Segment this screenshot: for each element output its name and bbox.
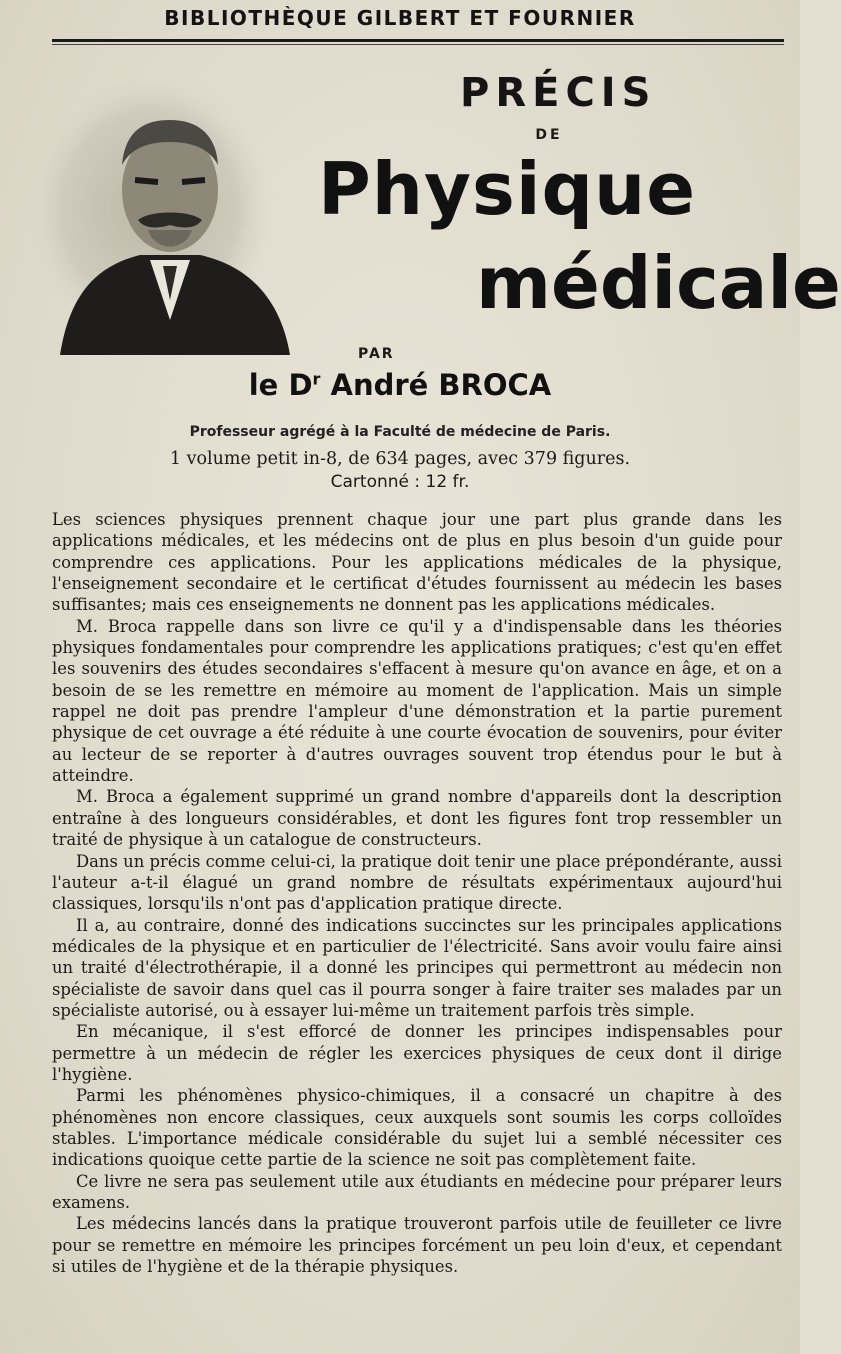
title-physique: Physique (318, 147, 697, 231)
author-prefix-sup: r (312, 369, 321, 389)
description-body (52, 509, 782, 1277)
title-par: PAR (358, 346, 395, 362)
header-rule (52, 39, 784, 42)
header-rule-thin (52, 44, 784, 45)
author-name: André BROCA (330, 368, 552, 402)
author-line (0, 368, 800, 402)
paragraph: Les médecins lancés dans la pratique trouveront parfois utile de feuilleter ce livre pour se remettre en mémoire les principes forcément un peu loin d'eux, et cependant si utiles de l'hygiène et de la thérapie physiques. (52, 1214, 782, 1277)
author-prefix: le D (248, 368, 313, 402)
title-medicale: médicale (476, 241, 841, 325)
title-de: DE (535, 127, 563, 143)
paragraph: M. Broca a également supprimé un grand nombre d'appareils dont la description entraîne à des longueurs considérables, et dont les figures font trop ressembler un traité de physique à un catalogue de constructeurs. (52, 787, 782, 850)
publisher-header: BIBLIOTHÈQUE GILBERT ET FOURNIER (164, 6, 636, 30)
author-portrait (30, 70, 320, 360)
paragraph: Il a, au contraire, donné des indications succinctes sur les principales applications médicales de la physique et en particulier de l'électricité. Sans avoir voulu faire ainsi un traité d'électrothérapie, il a donné les principes qui permettront au médecin non spécialiste de savoir dans quel cas il pourra songer à faire traiter ses malades par un spécialiste autorisé, ou à essayer lui-même un traitement parfois très simple. (52, 915, 782, 1020)
title-precis: PRÉCIS (460, 70, 657, 116)
paragraph: Parmi les phénomènes physico-chimiques, il a consacré un chapitre à des phénomènes non encore classiques, ceux auxquels sont soumis les corps colloïdes stables. L'importance médicale considérable du sujet lui a semblé nécessiter ces indications quoique cette partie de la science ne soit pas complètement faite. (52, 1086, 782, 1170)
paragraph: M. Broca rappelle dans son livre ce qu'il y a d'indispensable dans les théories physiques fondamentales pour comprendre les applications pratiques; c'est qu'en effet les souvenirs des études secondaires s'effacent à mesure qu'on avance en âge, et on a besoin de se les remettre en mémoire au moment de l'application. Mais un simple rappel ne doit pas prendre l'ampleur d'une démonstration et la partie purement physique de cet ouvrage a été réduite à une courte évocation de souvenirs, pour éviter au lecteur de se reporter à d'autres ouvrages souvent trop étendus pour le but à atteindre. (52, 616, 782, 786)
paragraph: Dans un précis comme celui-ci, la pratique doit tenir une place prépondérante, aussi l'auteur a-t-il élagué un grand nombre de résultats expérimentaux aujourd'hui classiques, lorsqu'ils n'ont pas d'application pratique directe. (52, 851, 782, 914)
price-line: Cartonné : 12 fr. (330, 472, 470, 492)
paragraph: En mécanique, il s'est efforcé de donner les principes indispensables pour permettre à un médecin de régler les exercices physiques de ceux dont il dirige l'hygiène. (52, 1022, 782, 1084)
paragraph: Ce livre ne sera pas seulement utile aux étudiants en médecine pour préparer leurs examens. (52, 1171, 782, 1212)
volume-line: 1 volume petit in-8, de 634 pages, avec 379 figures. (169, 449, 631, 469)
paragraph: Les sciences physiques prennent chaque jour une part plus grande dans les applications médicales, et les médecins ont de plus en plus besoin d'un guide pour comprendre ces applications. Pour les applications médicales de la physique, l'enseignement secondaire et le certificat d'études fournissent au médecin les bases suffisantes; mais ces enseignements ne donnent pas les applications médicales. (52, 510, 782, 615)
author-affiliation: Professeur agrégé à la Faculté de médecine de Paris. (189, 424, 611, 440)
